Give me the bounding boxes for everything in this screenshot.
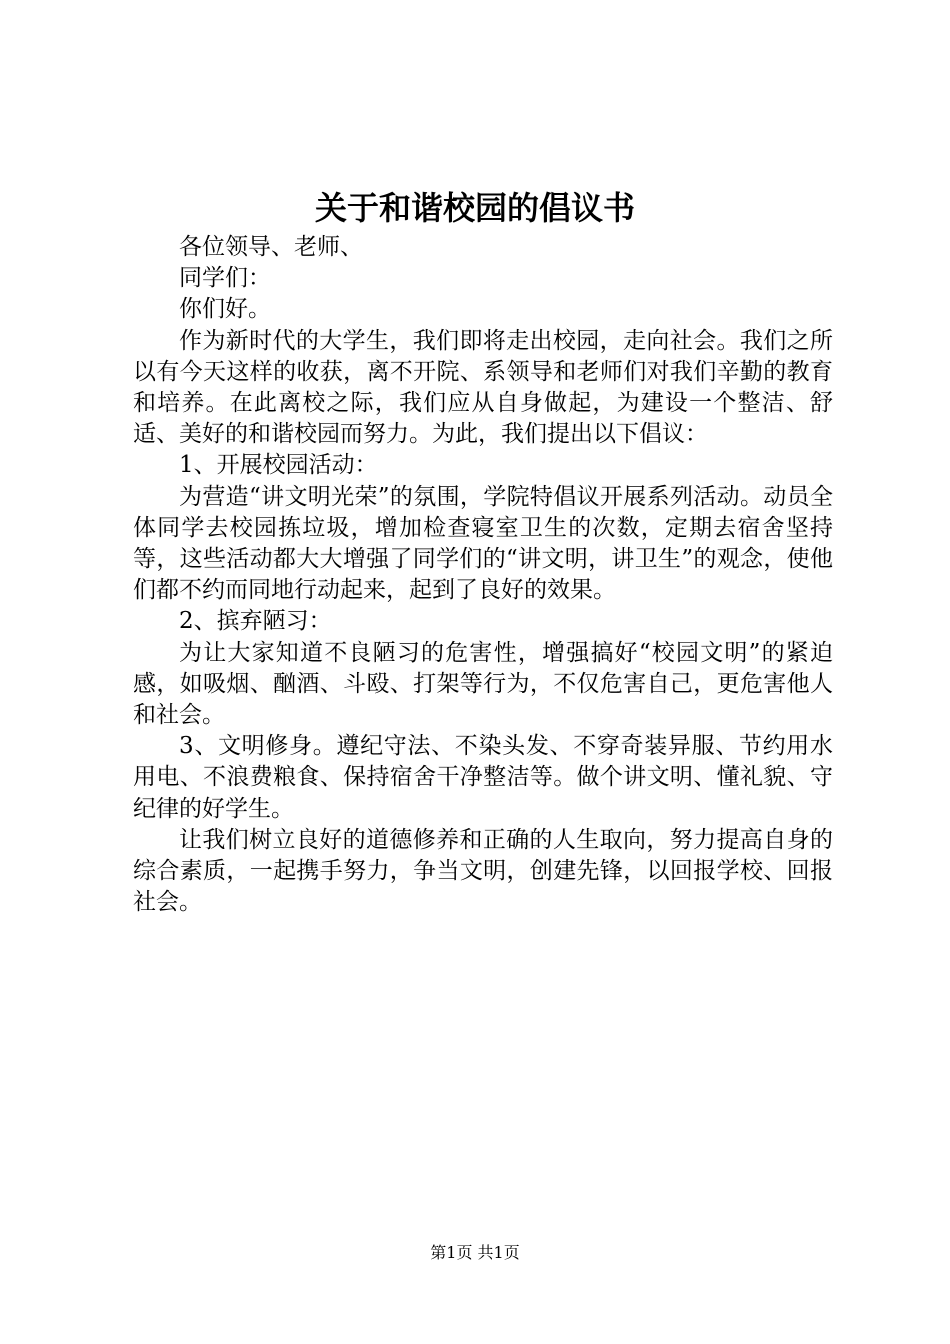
greeting: 你们好。 <box>179 296 271 323</box>
section-heading-2: 2、摈弃陋习： <box>179 608 332 635</box>
intro-paragraph: 作为新时代的大学生，我们即将走出校园，走向社会。我们之所以有今天这样的收获，离不开院、系领导和老师们对我们辛勤的教育和培养。在此离校之际，我们应从自身做起，为建设一个整洁、舒适、美好的和谐校园而努力。为此，我们提出以下倡议： <box>133 327 833 448</box>
section-paragraph-1: 为营造“讲文明光荣”的氛围，学院特倡议开展系列活动。动员全体同学去校园拣垃圾，增加检查寝室卫生的次数，定期去宿舍坚持等，这些活动都大大增强了同学们的“讲文明，讲卫生”的观念，使他们都不约而同地行动起来，起到了良好的效果。 <box>133 483 833 604</box>
section-heading-1: 1、开展校园活动： <box>179 452 378 479</box>
page-footer <box>0 1241 950 1265</box>
closing-paragraph: 让我们树立良好的道德修养和正确的人生取向，努力提高自身的综合素质，一起携手努力，争当文明，创建先锋，以回报学校、回报社会。 <box>133 826 833 916</box>
salutation-line-1: 各位领导、老师、 <box>179 234 363 260</box>
page-number-current: 第1页 <box>430 1243 473 1262</box>
document-body <box>133 232 833 918</box>
page-number-total: 共1页 <box>477 1243 520 1262</box>
section-paragraph-2: 为让大家知道不良陋习的危害性，增强搞好“校园文明”的紧迫感，如吸烟、酗酒、斗殴、打架等行为，不仅危害自己，更危害他人和社会。 <box>133 639 833 729</box>
section-paragraph-3: 3、文明修身。遵纪守法、不染头发、不穿奇装异服、节约用水用电、不浪费粮食、保持宿舍干净整洁等。做个讲文明、懂礼貌、守纪律的好学生。 <box>133 733 833 822</box>
salutation-line-2: 同学们： <box>179 265 271 292</box>
page-title: 关于和谐校园的倡议书 <box>314 189 635 227</box>
